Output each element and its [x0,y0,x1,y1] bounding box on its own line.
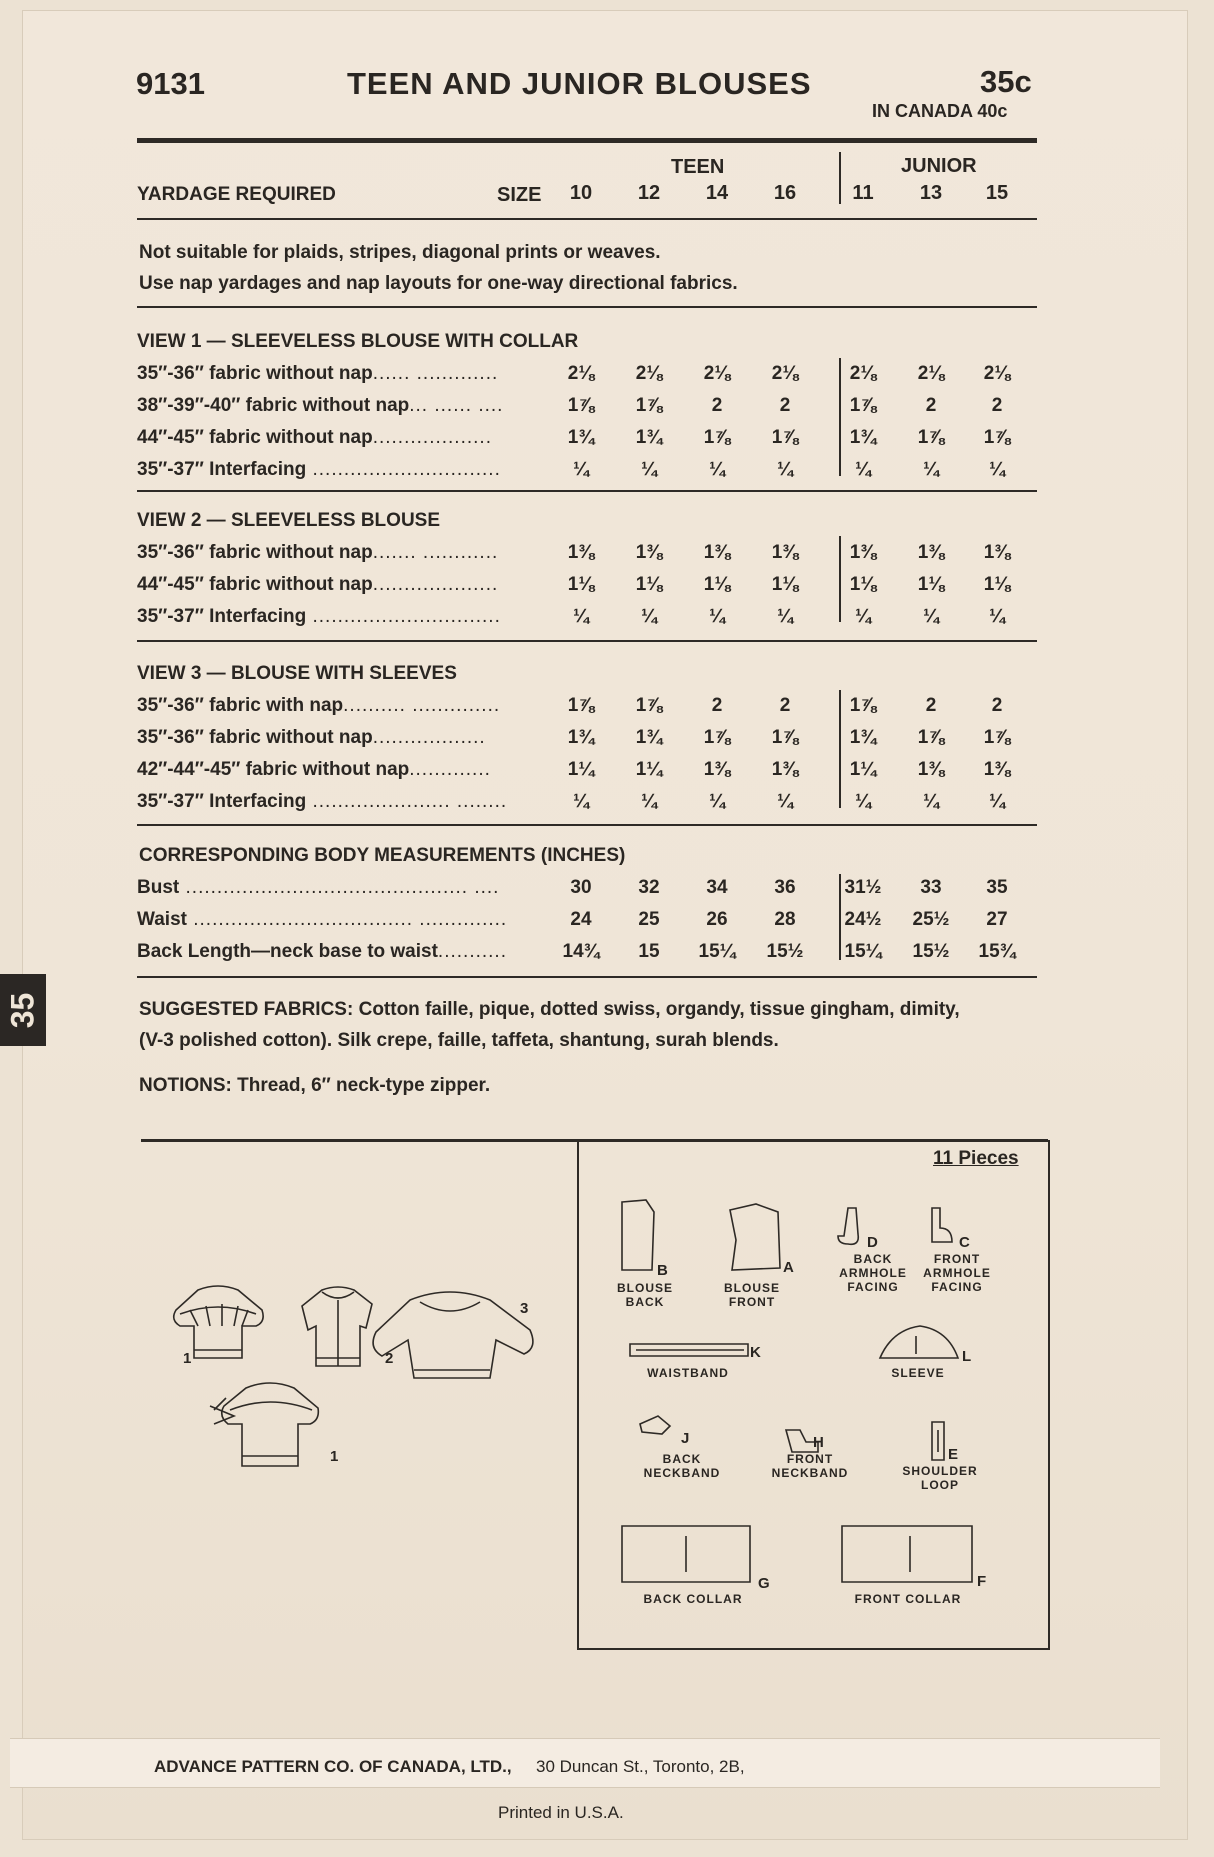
piece-letter: L [962,1348,972,1365]
size-heading: 13 [919,182,943,204]
size-tab [0,974,46,1046]
group-teen-label: TEEN [671,156,725,178]
cell: 1⅞ [567,395,595,416]
back-collar-shape [622,1526,750,1582]
cell: 15¾ [978,941,1016,962]
price-canada: IN CANADA 40c [872,101,1008,121]
yardage-row: 35″-36″ fabric without nap....... ............ 1⅜ 1⅜ 1⅜ 1⅜ 1⅜ 1⅜ 1⅜ [137,542,1047,568]
cell: ¼ [573,791,589,812]
measurement-row: Back Length—neck base to waist........... 14¾ 15 15¼ 15½ 15¼ 15½ 15¾ [137,941,1047,967]
cell: 2⅛ [983,363,1011,384]
company-address: 30 Duncan St., Toronto, 2B, [536,1757,745,1776]
piece-letter: D [867,1234,878,1251]
size-heading: 15 [985,182,1009,204]
cell: 2 [925,695,937,716]
cell: 2⅛ [917,363,945,384]
cell: 25 [638,909,660,930]
cell: ¼ [855,459,871,480]
cell: 1¾ [849,427,877,448]
yardage-row: 35″-37″ Interfacing .............................. ¼ ¼ ¼ ¼ ¼ ¼ ¼ [137,459,1047,485]
cell: 15½ [766,941,804,962]
cell: 1⅞ [635,395,663,416]
view-2-sketch [302,1287,372,1366]
piece-label: BACK ARMHOLE FACING [839,1252,907,1294]
cell: 1¾ [635,727,663,748]
cell: 1⅜ [983,542,1011,563]
cell: ¼ [641,459,657,480]
yardage-row: 38″-39″-40″ fabric without nap... ...... .... 1⅞ 1⅞ 2 2 1⅞ 2 2 [137,395,1047,421]
cell: 1¼ [849,759,877,780]
cell: 14¾ [562,941,600,962]
price: 35c [980,64,1032,99]
cell: 15¼ [844,941,882,962]
suggested-fabrics [139,999,960,1021]
cell: 26 [706,909,728,930]
row-label: 35″-37″ Interfacing [137,791,307,812]
piece-letter: A [783,1259,794,1276]
size-heading: 11 [852,182,874,204]
sleeve-shape [880,1326,958,1358]
cell: 1⅞ [703,727,731,748]
piece-label: WAISTBAND [647,1366,729,1380]
cell: ¼ [855,606,871,627]
piece-letter: B [657,1262,668,1279]
cell: 31½ [844,877,882,898]
cell: 15½ [912,941,950,962]
piece-label: FRONT NECKBAND [771,1452,849,1480]
cell: 1⅜ [703,759,731,780]
piece-letter: K [750,1344,761,1361]
cell: 1⅛ [567,574,595,595]
cell: 1⅞ [849,695,877,716]
cell: 2 [925,395,937,416]
cell: 1⅜ [917,759,945,780]
body-title-text: CORRESPONDING BODY MEASUREMENTS [139,845,536,866]
cell: 1⅛ [983,574,1011,595]
cell: 1⅜ [703,542,731,563]
cell: 1⅛ [917,574,945,595]
row-label: 42″-44″-45″ fabric without nap [137,759,410,780]
front-collar-shape [842,1526,972,1582]
notions-text: Thread, 6″ neck-type zipper. [237,1075,491,1096]
row-label: 35″-36″ fabric with nap [137,695,344,716]
cell: ¼ [777,606,793,627]
cell: 1⅞ [849,395,877,416]
yardage-row: 35″-36″ fabric without nap...... ............. 2⅛ 2⅛ 2⅛ 2⅛ 2⅛ 2⅛ 2⅛ [137,363,1047,389]
piece-label: SLEEVE [891,1366,945,1380]
cell: 2⅛ [771,363,799,384]
cell: 24 [570,909,592,930]
cell: 35 [986,877,1008,898]
cell: 2⅛ [635,363,663,384]
cell: 33 [920,877,942,898]
piece-letter: J [681,1430,690,1447]
cell: ¼ [573,459,589,480]
size-heading: 10 [569,182,593,204]
cell: 34 [706,877,728,898]
row-label: 35″-36″ fabric without nap [137,727,373,748]
cell: 30 [570,877,592,898]
row-label: 35″-36″ fabric without nap [137,542,373,563]
piece-letter: E [948,1446,959,1463]
group-junior-label: JUNIOR [901,155,977,177]
cell: 2 [991,695,1003,716]
cell: ¼ [709,791,725,812]
cell: 1⅞ [635,695,663,716]
body-unit: (INCHES) [540,845,626,866]
cell: 24½ [844,909,882,930]
blouse-back-shape [622,1200,654,1270]
piece-letter: F [977,1573,987,1590]
cell: 2 [991,395,1003,416]
sketch-label: 2 [385,1350,394,1367]
yardage-row: 42″-44″-45″ fabric without nap............. 1¼ 1¼ 1⅜ 1⅜ 1¼ 1⅜ 1⅜ [137,759,1047,785]
measurement-row: Waist ................................... .............. 24 25 26 28 24½ 25½ 27 [137,909,1047,935]
sketch-label: 1 [330,1448,339,1465]
row-label: Bust [137,877,180,898]
column-divider [839,152,841,204]
view-1-back-sketch [210,1383,318,1466]
cell: 27 [986,909,1008,930]
cell: 1⅛ [703,574,731,595]
note-line-2: Use nap yardages and nap layouts for one-way directional fabrics. [139,273,738,294]
cell: ¼ [923,606,939,627]
fabrics-label: SUGGESTED FABRICS: [139,999,354,1020]
cell: ¼ [855,791,871,812]
sketch-label: 3 [520,1300,529,1317]
cell: ¼ [641,791,657,812]
cell: 1⅞ [983,727,1011,748]
cell: ¼ [573,606,589,627]
cell: 1⅜ [771,759,799,780]
cell: ¼ [989,791,1005,812]
cell: 2 [711,695,723,716]
cell: 2⅛ [567,363,595,384]
cell: ¼ [777,791,793,812]
cell: 32 [638,877,660,898]
cell: 15¼ [698,941,736,962]
header-rule [137,138,1037,143]
size-label: SIZE [497,184,542,206]
row-label: 35″-37″ Interfacing [137,606,307,627]
cell: 1¾ [567,427,595,448]
fabrics-line-2: (V-3 polished cotton). Silk crepe, faille, taffeta, shantung, surah blends. [139,1030,779,1051]
cell: 15 [638,941,660,962]
section-rule [137,640,1037,642]
cell: 1¾ [635,427,663,448]
front-armhole-facing-shape [932,1208,952,1242]
cell: ¼ [777,459,793,480]
cell: 1⅜ [567,542,595,563]
size-heading: 16 [773,182,797,204]
cell: 2⅛ [703,363,731,384]
piece-letter: G [758,1575,770,1592]
note-line-1: Not suitable for plaids, stripes, diagonal prints or weaves. [139,242,661,263]
cell: 1⅞ [917,427,945,448]
view-3-sketch [373,1292,533,1378]
notions [139,1075,490,1097]
row-label: 44″-45″ fabric without nap [137,427,373,448]
cell: 1⅛ [771,574,799,595]
notions-label: NOTIONS: [139,1075,232,1096]
cell: 1⅜ [983,759,1011,780]
cell: 1⅞ [771,727,799,748]
pieces-count: 11 Pieces [933,1148,1019,1169]
size-heading: 12 [637,182,661,204]
view-1-sketch [174,1286,263,1358]
yardage-row: 35″-37″ Interfacing .............................. ¼ ¼ ¼ ¼ ¼ ¼ ¼ [137,606,1047,632]
size-tab-label: 35 [4,992,41,1028]
shoulder-loop-shape [932,1422,944,1460]
cell: 1¾ [849,727,877,748]
piece-label: BACK NECKBAND [643,1452,721,1480]
cell: ¼ [709,606,725,627]
cell: 1¼ [567,759,595,780]
row-label: Waist [137,909,187,930]
cell: 2 [779,695,791,716]
piece-label: BLOUSE FRONT [723,1281,780,1309]
view-sketches [150,1270,570,1480]
yardage-label: YARDAGE REQUIRED [137,184,336,205]
cell: ¼ [641,606,657,627]
cell: ¼ [923,791,939,812]
yardage-row: 35″-36″ fabric with nap.......... .............. 1⅞ 1⅞ 2 2 1⅞ 2 2 [137,695,1047,721]
cell: ¼ [923,459,939,480]
size-heading: 14 [705,182,729,204]
piece-label: SHOULDER LOOP [902,1464,978,1492]
section-rule [137,824,1037,826]
cell: 1⅜ [771,542,799,563]
yardage-row: 35″-37″ Interfacing ...................... ........ ¼ ¼ ¼ ¼ ¼ ¼ ¼ [137,791,1047,817]
back-neckband-shape [640,1416,670,1434]
back-armhole-facing-shape [838,1208,858,1244]
cell: 1⅞ [917,727,945,748]
cell: 1⅛ [635,574,663,595]
row-label: 44″-45″ fabric without nap [137,574,373,595]
cell: 25½ [912,909,950,930]
cell: 36 [774,877,796,898]
cell: 1⅜ [635,542,663,563]
cell: 1⅞ [771,427,799,448]
cell: 2 [711,395,723,416]
cell: 2⅛ [849,363,877,384]
yardage-row: 44″-45″ fabric without nap.................... 1⅛ 1⅛ 1⅛ 1⅛ 1⅛ 1⅛ 1⅛ [137,574,1047,600]
section-rule [137,218,1037,220]
piece-label: BLOUSE BACK [616,1281,673,1309]
row-label: 38″-39″-40″ fabric without nap [137,395,410,416]
measurement-row: Bust ............................................. .... 30 32 34 36 31½ 33 35 [137,877,1047,903]
section-rule [137,976,1037,978]
waistband-shape [630,1344,748,1356]
cell: 2 [779,395,791,416]
view-2-title: VIEW 2 — SLEEVELESS BLOUSE [137,510,441,531]
cell: 1¼ [635,759,663,780]
body-measurements-title [139,845,625,867]
cell: 1⅛ [849,574,877,595]
row-label: 35″-37″ Interfacing [137,459,307,480]
sketch-label: 1 [183,1350,192,1367]
yardage-row: 35″-36″ fabric without nap.................. 1¾ 1¾ 1⅞ 1⅞ 1¾ 1⅞ 1⅞ [137,727,1047,753]
cell: ¼ [989,459,1005,480]
piece-letter: C [959,1234,970,1251]
cell: ¼ [989,606,1005,627]
blouse-front-shape [730,1204,780,1270]
cell: ¼ [709,459,725,480]
yardage-row: 44″-45″ fabric without nap................... 1¾ 1¾ 1⅞ 1⅞ 1¾ 1⅞ 1⅞ [137,427,1047,453]
view-1-title: VIEW 1 — SLEEVELESS BLOUSE WITH COLLAR [137,331,579,352]
printed-in: Printed in U.S.A. [498,1803,624,1822]
piece-letter: H [813,1434,824,1451]
piece-label: BACK COLLAR [643,1592,743,1606]
page-title: TEEN AND JUNIOR BLOUSES [347,66,812,101]
row-label: Back Length—neck base to waist [137,941,438,962]
cell: 1⅜ [849,542,877,563]
section-rule [137,490,1037,492]
cell: 28 [774,909,796,930]
company-name: ADVANCE PATTERN CO. OF CANADA, LTD., [154,1757,512,1776]
section-rule [137,306,1037,308]
piece-label: FRONT ARMHOLE FACING [923,1252,991,1294]
cell: 1⅞ [703,427,731,448]
fabrics-line-1: Cotton faille, pique, dotted swiss, organdy, tissue gingham, dimity, [358,999,960,1020]
view-3-title: VIEW 3 — BLOUSE WITH SLEEVES [137,663,457,684]
cell: 1⅞ [567,695,595,716]
cell: 1⅞ [983,427,1011,448]
cell: 1¾ [567,727,595,748]
cell: 1⅜ [917,542,945,563]
row-label: 35″-36″ fabric without nap [137,363,373,384]
pattern-number: 9131 [136,66,205,101]
piece-label: FRONT COLLAR [854,1592,962,1606]
